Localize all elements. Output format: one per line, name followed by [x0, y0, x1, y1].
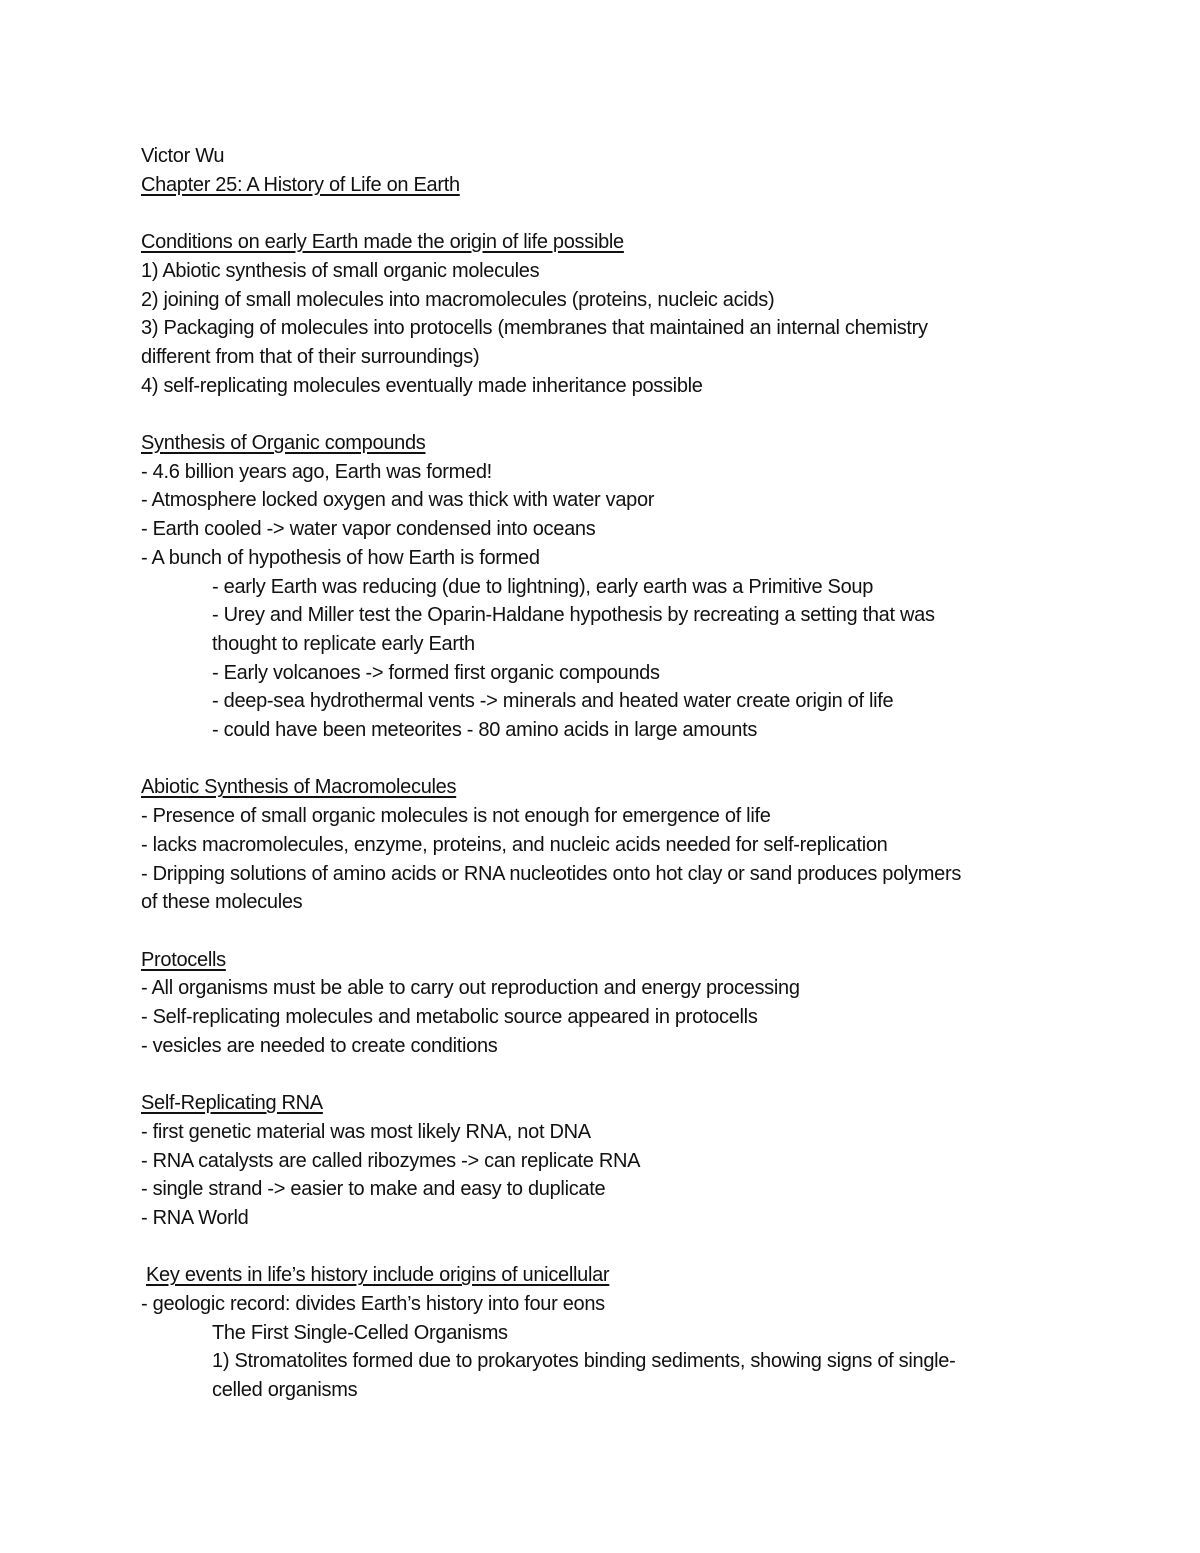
sub-list-item: The First Single-Celled Organisms [212, 1321, 508, 1344]
list-item: - A bunch of hypothesis of how Earth is formed [141, 546, 540, 569]
list-item: - Dripping solutions of amino acids or RNA nucleotides onto hot clay or sand produces polymers [141, 862, 962, 885]
sub-list-item: - Early volcanoes -> formed first organic compounds [212, 661, 660, 684]
list-item: different from that of their surroundings) [141, 345, 480, 368]
sub-list-item: - early Earth was reducing (due to lightning), early earth was a Primitive Soup [212, 575, 874, 598]
section-heading: Protocells [141, 948, 226, 971]
section-abiotic [141, 773, 1071, 917]
section-conditions [141, 228, 1071, 400]
spacer [141, 1060, 1071, 1089]
author-name: Victor Wu [141, 145, 225, 167]
section-heading: Synthesis of Organic compounds [141, 432, 426, 454]
list-item: - Presence of small organic molecules is not enough for emergence of life [141, 805, 771, 828]
list-item: - vesicles are needed to create conditions [141, 1034, 498, 1057]
spacer [141, 400, 1071, 429]
list-item: 4) self-replicating molecules eventually made inheritance possible [141, 374, 703, 397]
spacer [141, 917, 1071, 946]
list-item: - RNA World [141, 1206, 249, 1229]
sub-list-item: - Urey and Miller test the Oparin-Haldane hypothesis by recreating a setting that was [212, 604, 935, 627]
list-item: - Earth cooled -> water vapor condensed into oceans [141, 518, 596, 541]
spacer [141, 199, 1071, 228]
sub-list-item: - could have been meteorites - 80 amino acids in large amounts [212, 719, 758, 742]
list-item: - All organisms must be able to carry out reproduction and energy processing [141, 977, 800, 1000]
list-item: 2) joining of small molecules into macromolecules (proteins, nucleic acids) [141, 288, 775, 311]
chapter-title: Chapter 25: A History of Life on Earth [141, 173, 460, 196]
list-item: - RNA catalysts are called ribozymes -> can replicate RNA [141, 1149, 641, 1172]
list-item: of these molecules [141, 891, 303, 914]
section-heading: Self-Replicating RNA [141, 1092, 323, 1115]
sub-list-item: thought to replicate early Earth [212, 632, 475, 655]
section-rna [141, 1089, 1071, 1233]
list-item: - first genetic material was most likely RNA, not DNA [141, 1120, 591, 1143]
spacer [141, 1233, 1071, 1262]
section-key-events [141, 1261, 1071, 1405]
list-item: 3) Packaging of molecules into protocells (membranes that maintained an internal chemistry [141, 317, 928, 340]
section-heading: Abiotic Synthesis of Macromolecules [141, 776, 457, 799]
sub-list-item: - deep-sea hydrothermal vents -> minerals and heated water create origin of life [212, 690, 894, 713]
section-heading: Key events in life’s history include origins of unicellular [146, 1264, 610, 1287]
sub-list-item: 1) Stromatolites formed due to prokaryotes binding sediments, showing signs of single- [212, 1350, 956, 1373]
sub-list-item: celled organisms [212, 1379, 358, 1402]
list-item: - 4.6 billion years ago, Earth was formed! [141, 460, 492, 483]
list-item: 1) Abiotic synthesis of small organic molecules [141, 259, 540, 282]
list-item: - Atmosphere locked oxygen and was thick with water vapor [141, 489, 655, 512]
section-protocells [141, 946, 1071, 1061]
spacer [141, 745, 1071, 774]
document-body [141, 142, 1071, 1405]
list-item: - geologic record: divides Earth’s history into four eons [141, 1293, 605, 1316]
list-item: - single strand -> easier to make and easy to duplicate [141, 1178, 606, 1201]
list-item: - Self-replicating molecules and metabolic source appeared in protocells [141, 1006, 758, 1029]
list-item: - lacks macromolecules, enzyme, proteins, and nucleic acids needed for self-replication [141, 833, 888, 856]
section-synthesis [141, 429, 1071, 745]
section-heading: Conditions on early Earth made the origin of life possible [141, 231, 624, 254]
